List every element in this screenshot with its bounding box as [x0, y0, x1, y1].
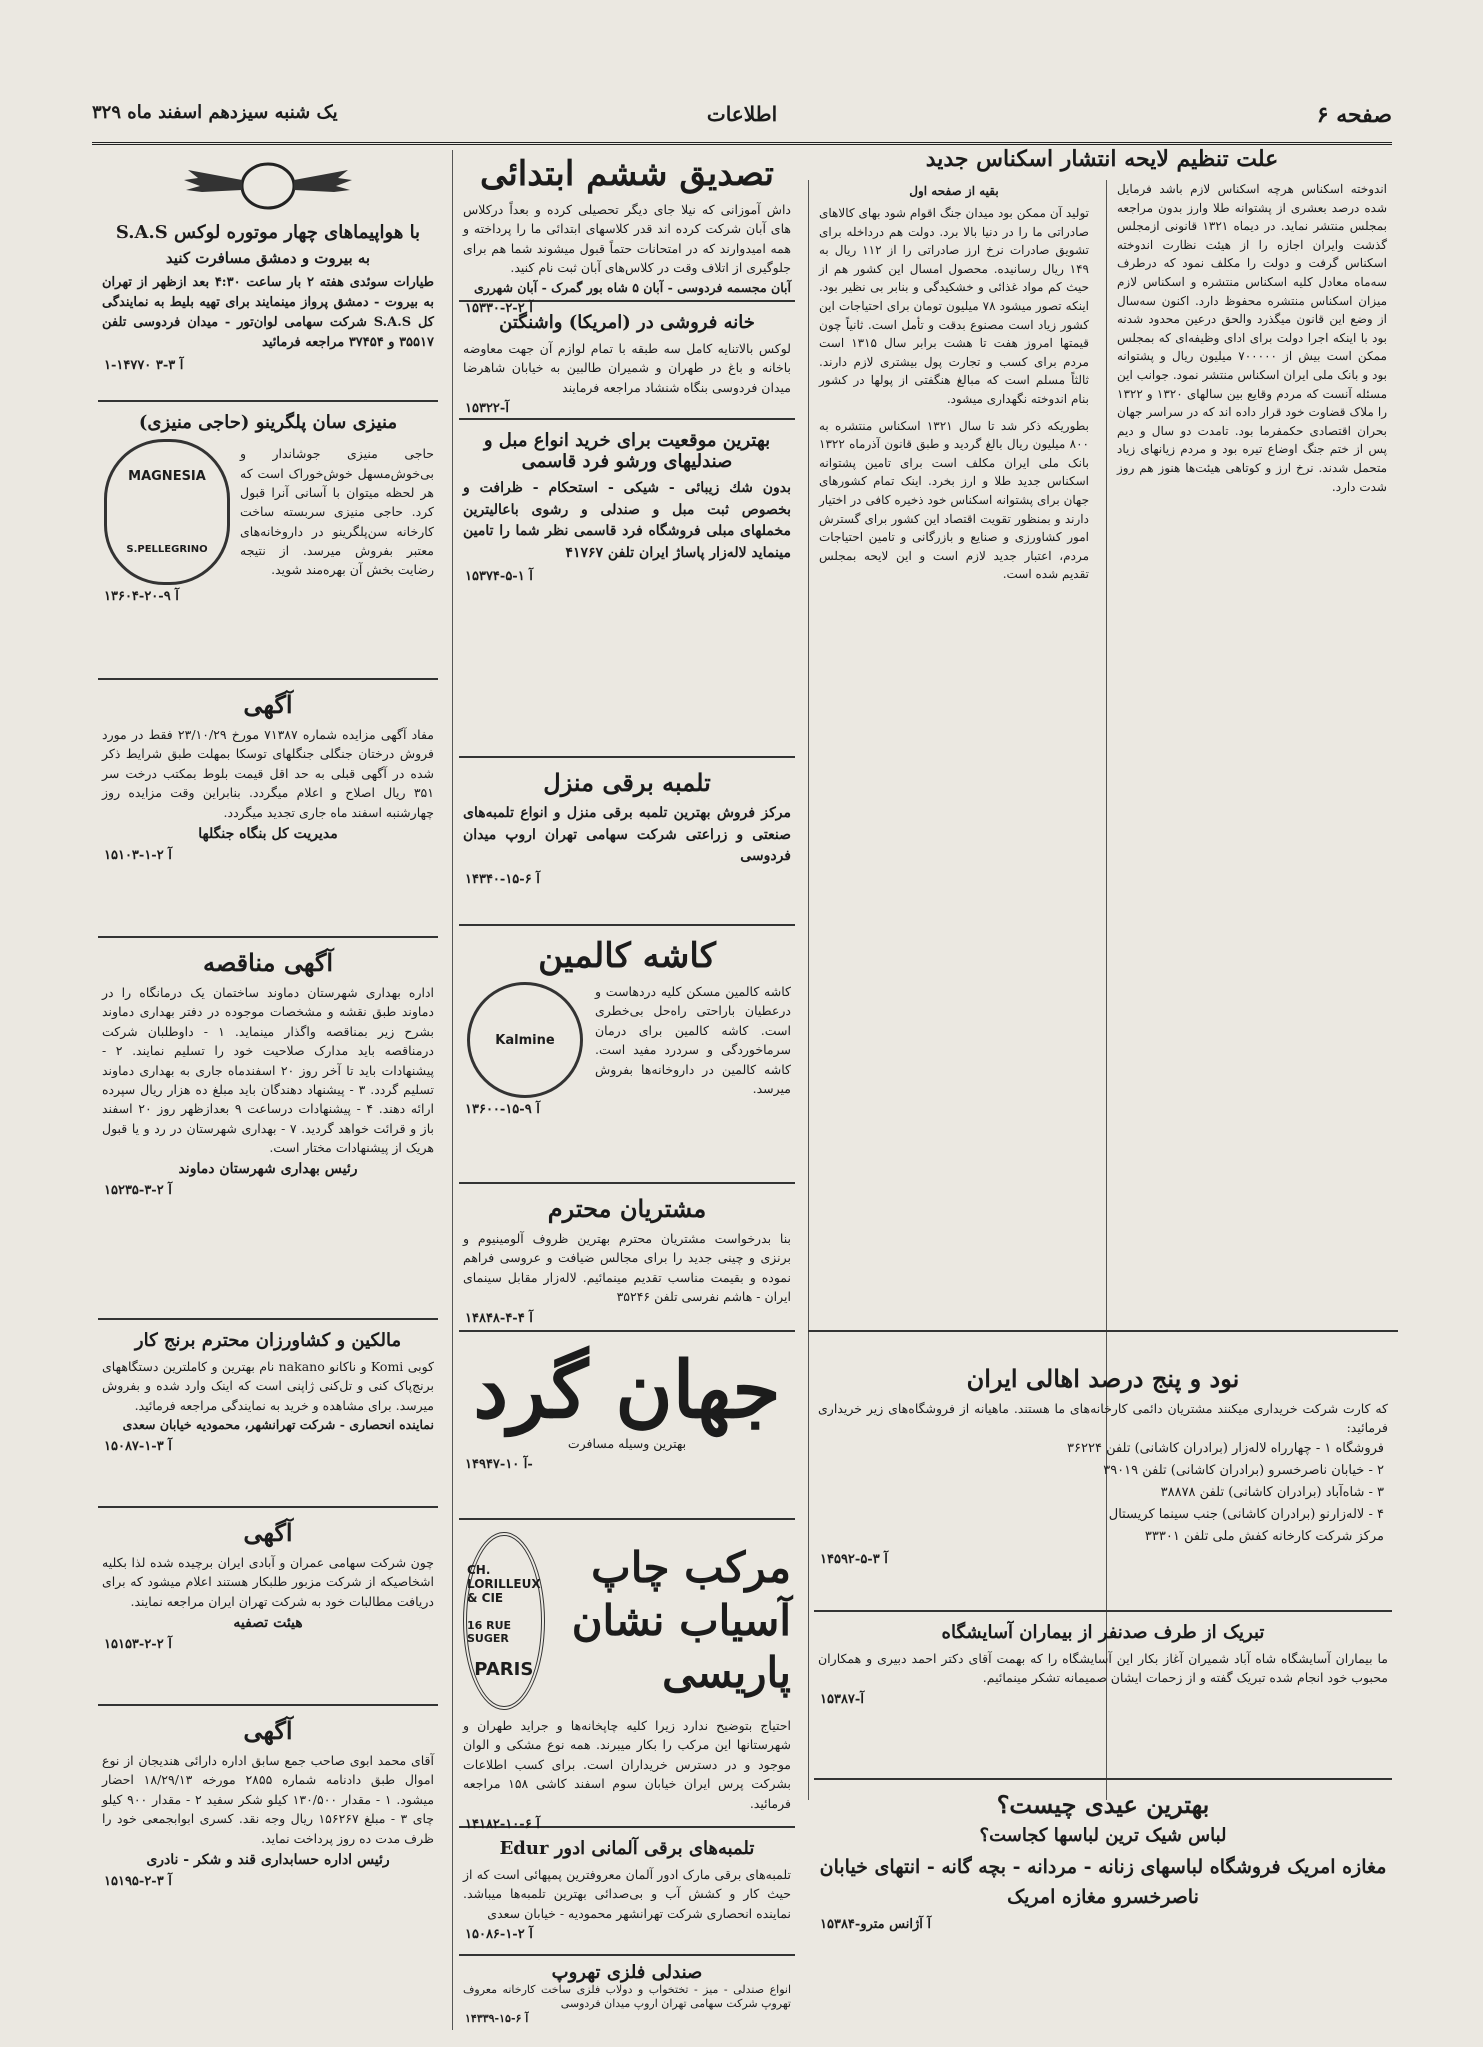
ad-lorilleux-title: مرکب چاپ آسیاب نشان پاریسی — [571, 1543, 791, 1698]
ad-code: ۱۴۱۸۲-آ ۶-۱۰ — [465, 1816, 540, 1832]
masthead — [92, 94, 1392, 145]
ad-sas — [98, 150, 438, 402]
ad-kalmin — [459, 932, 795, 1184]
ad-agahi2-title: آگهی — [243, 1518, 293, 1547]
ad-agahi2-body: چون شرکت سهامی عمران و آبادی ایران برچیده شده لذا بکلیه اشخاصیکه از شرکت مزبور طلبکار هستند اعلام میشود که برای دریافت مطالبات خود به شرکت تهران ایران مراجعه نمایند. — [102, 1555, 434, 1609]
ad-amrik — [814, 1786, 1392, 2016]
ad-moshtarian-title: مشتریان محترم — [547, 1194, 707, 1223]
ad-jahan-body: بهترین وسیله مسافرت — [567, 1435, 687, 1451]
ad-code: ۱۴۹۴۷-آ ۱۰- — [465, 1457, 533, 1473]
seal-mid-text: 16 RUE SUGER — [467, 1618, 512, 1645]
ad-tabrik-title: تبریک از طرف صدنفر از بیماران آسایشگاه — [941, 1622, 1265, 1643]
ad-moshtarian — [459, 1190, 795, 1332]
sas-wings-logo — [98, 156, 438, 216]
ad-navopanj — [814, 1360, 1392, 1612]
ad-sandali — [459, 1962, 795, 2028]
ad-monaghese-title: آگهی مناقصه — [202, 948, 334, 977]
ad-amrik-body: مغازه امریک فروشگاه لباسهای زنانه - مردانه - بچه گانه - انتهای خیابان ناصرخسرو مغازه امریک — [819, 1856, 1387, 1909]
ad-agahi3-sign: رئیس اداره حسابداری قند و شکر - نادری — [146, 1851, 390, 1868]
shop-list-item: مرکز شرکت کارخانه کفش ملی تلفن ۳۳۳۰۱ — [1144, 1529, 1384, 1545]
ad-kalmin-body: کاشه کالمین مسکن کلیه دردهاست و درعطیان باراحتی راه‌حل بی‌خطری است. کاشه کالمین برای درمان سرماخوردگی و سردرد مفید است. کاشه کالمین در داروخانه‌ها بفروش میرسد. — [595, 984, 791, 1096]
ad-agahi-body: مفاد آگهی مزایده شماره ۷۱۳۸۷ مورخ ۲۳/۱۰/۲۹ فقط در مورد فروش درختان جنگلی جنگلهای توسکا بمهلت طبق شرایط ذکر شده در آگهی قبلی به حد اقل قیمت بلوط بمکتب درخت سر ۳۵۱ ریال اصلاح و اعلام میگردد. بنابراین وقت مزایده روز چهارشنبه اسفند ماه جاری تجدید میگردد. — [102, 727, 434, 820]
seal-top-text: CH. LORILLEUX & CIE — [467, 1562, 541, 1605]
ad-code: ۱۵۰۸۶-آ ۲-۱ — [465, 1927, 533, 1943]
ad-agahi3-title: آگهی — [243, 1716, 293, 1745]
ad-sas-subtitle: به بیروت و دمشق مسافرت کنید — [165, 249, 371, 267]
ad-tasdigh — [459, 150, 795, 316]
ad-agahi3-body: آقای محمد ابوی صاحب جمع سابق اداره دارائی هندیجان از نوع اموال طبق دادنامه شماره ۲۸۵۵ مورخه ۱۸/۲۹/۱۳ احضار میشود. ۱ - مقدار ۱۳۰/۵۰۰ کیلو شکر سفید ۲ - مقدار ۹۰۰ کیلو چای ۳ - مبلغ ۱۵۶۲۶۷ ریال وجه نقد. کسری ابوابجمعی خود را ظرف مدت ده روز پرداخت نماید. — [102, 1753, 435, 1846]
ad-code: ۱۴۵۹۲-آ ۳-۵ — [820, 1552, 888, 1568]
ad-code: ۱۳۶۰۰-آ ۹-۱۵ — [465, 1102, 540, 1118]
paper-name: اطلاعات — [706, 102, 778, 126]
ads-column-left — [92, 150, 444, 2030]
seal-bottom-text: PARIS — [474, 1658, 534, 1680]
wings-icon — [178, 156, 358, 216]
ad-lorilleux — [459, 1526, 795, 1832]
ad-tasdigh-address: آبان مجسمه فردوسی - آبان ۵ شاه بور گمرک - آبان شهرری — [473, 279, 791, 295]
ad-khane-title: خانه فروشی در (امریکا) واشنگتن — [499, 312, 755, 333]
article-text-mid2: بطوریکه ذکر شد تا سال ۱۳۲۱ اسکناس منتشره به ۸۰۰ میلیون ریال بالغ گردید و طبق قانون آذرماه ۱۳۲۲ بانک ملی ایران مکلف است برای تامین پشتوانه اسکناس جدید طلا و ارز بخرد. اینک تمام کشورهای جهان برای پشتوانه اسکناس خود ذخیره کافی در اختیار دارند و بمنظور تقویت اقتصاد این کشور برای گسترش امور کشاورزی و صنایع و بازرگانی و تامین احتیاجات مردم، اعتبار جدید لازم است و این لایحه بمجلس تقدیم شده است. — [819, 418, 1089, 582]
ad-moshtarian-body: بنا بدرخواست مشتریان محترم بهترین ظروف آلومینیوم و برنزی و چینی جدید را برای مجالس ضیافت و عروسی فراهم نموده و بقیمت مناسب تقدیم مینمائیم. لاله‌زار مقابل سینمای ایران - هاشم نفرسی تلفن ۳۵۲۴۶ — [463, 1231, 791, 1305]
ad-code: ۱-۱۴۷۷۰ آ ۳-۳ — [104, 357, 184, 373]
logo-top-text: MAGNESIA — [128, 469, 206, 484]
ad-code: ۱۵۳۸۷-آ — [820, 1691, 864, 1707]
ad-sas-title: با هواپیماهای چهار موتوره لوکس S.A.S — [115, 222, 421, 243]
ad-tolombe-manzel — [459, 764, 795, 926]
ad-nakano — [98, 1326, 438, 1508]
lorilleux-seal — [463, 1532, 545, 1710]
ad-monaghese-body: اداره بهداری شهرستان دماوند ساختمان یک درمانگاه را در دماوند طبق نقشه و مشخصات موجوده در دفتر بهداری دماوند بشرح زیر بمناقصه واگذار مینماید. ۱ - داوطلبان شرکت درمناقصه باید مدارک صلاحیت خود را تسلیم نمایند. ۲ - پیشنهادات باید تا آخر روز ۲۰ اسفندماه جاری به بهداری دماوند تسلیم گردد. ۳ - پیشنهاد دهندگان باید مبلغ ده هزار ریال سپرده ارائه دهند. ۴ - پیشنهادات درساعت ۹ بعدازظهر روز ۲۰ اسفند باز و قرائت خواهد گردید. ۷ - بهداری شهرستان در رد و یا قبول هریک از پیشنهادات مختار است. — [102, 985, 435, 1155]
ad-code: ۱۴۸۴۸-آ ۴-۴ — [465, 1310, 533, 1326]
ad-pellegrino-body: حاجی منیزی جوشاندار و بی‌خوش‌مسهل خوش‌خوراک است که هر لحظه میتوان با آسانی آنرا قبول کرد. حاجی منیزی سربسته ساخت کارخانه سن‌پلگرینو در داروخانه‌های معتبر بفروش میرسد. از نتیجه رضایت بخش آن بهره‌مند شوید. — [240, 446, 434, 578]
article-text-mid: تولید آن ممکن بود میدان جنگ اقوام شود بهای کالاهای صادراتی ما را در دنیا بالا برد. دولت هم درداخله برای تشویق صادرات نرخ ارز صادراتی را از ۱۱۲ ریال به ۱۴۹ ریال رسانیده. محصول امسال این کشور هم از حیث کم مواد غذائی و خشکیدگی و بنابر بی نظیر بود. اینکه تصور میشود ۷۸ میلیون تومان برای احتیاجات این کشور زیاد است مصنوع بدقت و تأمل است. ثانیاً چون قیمتها امروز هفت تا هشت برابر سال ۱۳۱۵ است مردم برای کسب و تجارت پول بیشتری لازم دارند. ثالثاً مسلم است که مبالغ هنگفتی از پولها در کشور بنام اندوخته نگهداری میشود. — [819, 206, 1089, 406]
ads-column-mid — [452, 150, 801, 2030]
ad-navopanj-body: که کارت شرکت خریداری میکنند مشتریان دائمی کارخانه‌های ما هستند. ماهیانه از فروشگاه‌های زیر خریداری فرمائید: — [818, 1401, 1388, 1436]
article-title: علت تنظیم لایحه انتشار اسکناس جدید — [925, 146, 1279, 172]
kalmine-logo: Kalmine — [467, 982, 583, 1098]
ad-lorilleux-body: احتیاج بتوضیح ندارد زیرا کلیه چاپخانه‌ها و جراید طهران و شهرستانها این مرکب را بکار میبرند. همه نوع مشکی و الوان موجود و در دسترس خریداران است. برای کسب اطلاعات بشرکت پرس ایران خیابان سوم اسفند کاشی ۱۵۸ مراجعه فرمائید. — [463, 1718, 792, 1811]
article-text-right: اندوخته اسکناس هرچه اسکناس لازم باشد فرمایل شده درصد بعشری از پشتوانه طلا وارز بدون مراجعه بمجلس منتشر نماید. در دیماه ۱۳۲۱ قانونی ازمجلس گذشت وایران اجازه را از هیئت نظارت اندوخته اسکناس گرفت و دولت را مکلف نمود که درطرف سه‌ماه معادل کلیه اسکناس منتشره و اسکناس لازم میزان اسکناس منتشره محفوظ دارد. اکنون سه‌سال از وضع این قانون میگذرد والحق درعین محدود شدنه بود با اینکه اجرا دولت برای ادای وظیفه‌ای که بمجلس ممکن است بیش از ۷۰۰۰۰۰ میلیون ریال و پشتوانه بود و بانک ملی ایران اسکناس منتشر نمود. جوانب این مسئله آنست که مردم وقایع بین سالهای ۱۳۲۰ و ۱۳۲۲ را ملاک قضاوت خود قرار داده اند که در سراسر جهان بحران اقتصادی حکمفرما بود. تامدت دو سال و دیم پس از ختم جنگ اوضاع تیره بود و مردم زیانهای زیاد متحمل شدند. نرخ ارز و کوتاهی هیئت‌ها هنوز هم روز شدت دارد. — [1117, 182, 1387, 494]
ad-kalmin-title: کاشه کالمین — [538, 936, 716, 976]
ad-agahi2-sign: هیئت تصفیه — [233, 1615, 303, 1632]
ad-jahan-title: جهان گرد — [473, 1345, 781, 1436]
ad-sandali-body: انواع صندلی - میز - تختخواب و دولاب فلزی ساخت کارخانه معروف تهروپ شرکت سهامی تهران اروپ میدان فردوسی — [463, 1983, 791, 2011]
article-continued: بقیه از صفحه اول — [909, 184, 999, 198]
shop-list-item: فروشگاه ۱ - چهارراه لاله‌زار (برادران کاشانی) تلفن ۳۶۲۲۴ — [1067, 1440, 1384, 1456]
ad-tasdigh-body: داش آموزانی که نیلا جای دیگر تحصیلی کرده و بعداً درکلاس های آبان شرکت کرده اند قدر کلاسهای ابتدائی ما را پرداخته و همه امیدوارند که در امتحانات حتماً قبول میشوند شما هم برای جلوگیری از اتلاف وقت در کلاس‌های آبان ثبت نام کنید. — [463, 202, 791, 276]
ad-agahi-omran — [98, 1514, 438, 1706]
ad-code: ۱۵۱۰۳-آ ۲-۱ — [104, 847, 172, 863]
ad-mobl — [459, 426, 795, 758]
ad-code: ۱۵۳۷۴-آ ۱-۵ — [465, 568, 533, 584]
ad-agahi-title: آگهی — [243, 690, 293, 719]
ad-tasdigh-title: تصدیق ششم ابتدائی — [480, 154, 774, 194]
ad-navopanj-title: نود و پنج درصد اهالی ایران — [966, 1364, 1240, 1393]
ad-code: ۱۵۳۸۴-آ آژانس مترو — [820, 1916, 932, 1932]
ad-code: ۱۵۳۳۰-آ ۲-۲ — [465, 300, 533, 316]
section-divider — [808, 1330, 1398, 1332]
ad-pellegrino-title: منیزی سان پلگرینو (حاجی منیزی) — [138, 412, 398, 433]
ad-nakano-title: مالکین و کشاورزان محترم برنج کار — [134, 1330, 402, 1351]
shop-list-item: ۴ - لاله‌زارنو (برادران کاشانی) جنب سینما کریستال — [1108, 1507, 1384, 1523]
page-number: صفحه ۶ — [1316, 102, 1392, 128]
ad-sandali-title: صندلی فلزی تهروپ — [551, 1962, 703, 1983]
shop-list — [822, 1438, 1384, 1548]
ad-tabrik — [814, 1618, 1392, 1780]
ad-sas-body: طیارات سوئدی هفته ۲ بار ساعت ۴:۳۰ بعد ازظهر از تهران به بیروت - دمشق پرواز مینمایند برای تهیه بلیط به نمایندگی کل S.A.S شرکت سهامی لوان‌تور - میدان فردوسی تلفن ۳۵۵۱۷ و ۳۷۴۵۴ مراجعه فرمائید — [102, 275, 434, 351]
ad-tolombe-manzel-title: تلمبه برقی منزل — [543, 768, 711, 797]
ad-edur-title: تلمبه‌های برقی آلمانی ادور Edur — [499, 1838, 755, 1859]
ad-jahan — [459, 1338, 795, 1520]
ad-khane-body: لوکس بالاتنایه کامل سه طبقه با تمام لوازم آن جهت معاوضه باخانه و باغ در طهران و شمیران طالبین به خیابان شاهرضا میدان فردوسی بنگاه شنشاد مراجعه فرمایند — [463, 341, 791, 395]
ad-nakano-body: کوبی Komi و ناکانو nakano نام بهترین و کاملترین دستگاههای برنج‌پاک کنی و تل‌کنی ژاپنی است که اینک وارد شده و بفروش میرسد. برای مشاهده و خرید به نمایندگی مراجعه فرمائید. — [102, 1359, 435, 1413]
ad-monaghese-sign: رئیس بهداری شهرستان دماوند — [178, 1161, 358, 1178]
lower-right-ads — [808, 1360, 1398, 2030]
ad-code: ۱۳۶۰۴-آ ۹-۲۰ — [104, 589, 179, 604]
ad-agahi-forest — [98, 686, 438, 938]
ad-code: ۱۵۱۹۵-آ ۳-۲ — [104, 1873, 172, 1889]
ad-amrik-subtitle: لباس شیک ترین لباسها کجاست؟ — [979, 1825, 1227, 1846]
ad-code: ۱۴۳۳۹-آ ۶-۱۵ — [465, 2011, 529, 2025]
ad-edur — [459, 1834, 795, 1956]
ad-pellegrino — [98, 408, 438, 680]
ad-nakano-sign: نماینده انحصاری - شرکت تهرانشهر، محمودیه خیابان سعدی — [122, 1417, 434, 1433]
ad-monaghese — [98, 944, 438, 1320]
ad-agahi-sign: مدیریت کل بنگاه جنگلها — [198, 825, 338, 842]
ad-code: ۱۵۲۳۵-آ ۲-۳ — [104, 1183, 172, 1199]
ad-edur-body: تلمبه‌های برقی مارک ادور آلمان معروفترین پمپهائی است که از حیث کار و کشش آب و بی‌صدائی بهترین تلمبه‌ها میباشد. نماینده انحصاری شرکت تهرانشهر محمودیه - خیابان سعدی — [463, 1867, 791, 1921]
ad-code: ۱۵۳۲۲-آ — [465, 401, 509, 417]
ad-code: ۱۴۳۴۰-آ ۶-۱۵ — [465, 872, 540, 888]
issue-date: یک شنبه سیزدهم اسفند ماه ۳۲۹ — [92, 102, 338, 123]
ad-agahi-hendijan — [98, 1712, 438, 2028]
shop-list-item: ۲ - خیابان ناصرخسرو (برادران کاشانی) تلفن ۳۹۰۱۹ — [1103, 1462, 1384, 1478]
pellegrino-logo — [104, 439, 230, 585]
ad-mobl-body: بدون شك زیبائی - شیکی - استحکام - ظرافت و بخصوص ثبت مبل و صندلی و رشوی باعالیترین مخملهای مبلی فروشگاه فرد قاسمی نظر شما را تامین مینماید لاله‌زار پاساژ ایران تلفن ۴۱۷۶۷ — [463, 480, 791, 562]
ad-code: ۱۵۱۵۳-آ ۲-۲ — [104, 1637, 172, 1653]
ad-code: ۱۵۰۸۷-آ ۳-۱ — [104, 1438, 172, 1454]
ad-khane — [459, 308, 795, 420]
logo-bottom-text: S.PELLEGRINO — [126, 544, 208, 555]
ad-mobl-title: بهترین موقعیت برای خرید انواع مبل و صندلیهای ورشو فرد قاسمی — [483, 430, 771, 472]
shop-list-item: ۳ - شاه‌آباد (برادران کاشانی) تلفن ۳۸۸۷۸ — [1160, 1484, 1384, 1500]
ad-amrik-title: بهترین عیدی چیست؟ — [996, 1790, 1210, 1819]
ad-tolombe-manzel-body: مرکز فروش بهترین تلمبه برقی منزل و انواع تلمبه‌های صنعتی و زراعتی شرکت سهامی تهران اروپ میدان فردوسی — [463, 805, 791, 865]
ad-tabrik-body: ما بیماران آسایشگاه شاه آباد شمیران آغاز بکار این آسایشگاه را که بهمت آقای دکتر احمد دبیری و همکاران محبوب خود انجام شده تبریک گفته و از زحمات ایشان صمیمانه تشکر مینمائیم. — [818, 1651, 1388, 1686]
